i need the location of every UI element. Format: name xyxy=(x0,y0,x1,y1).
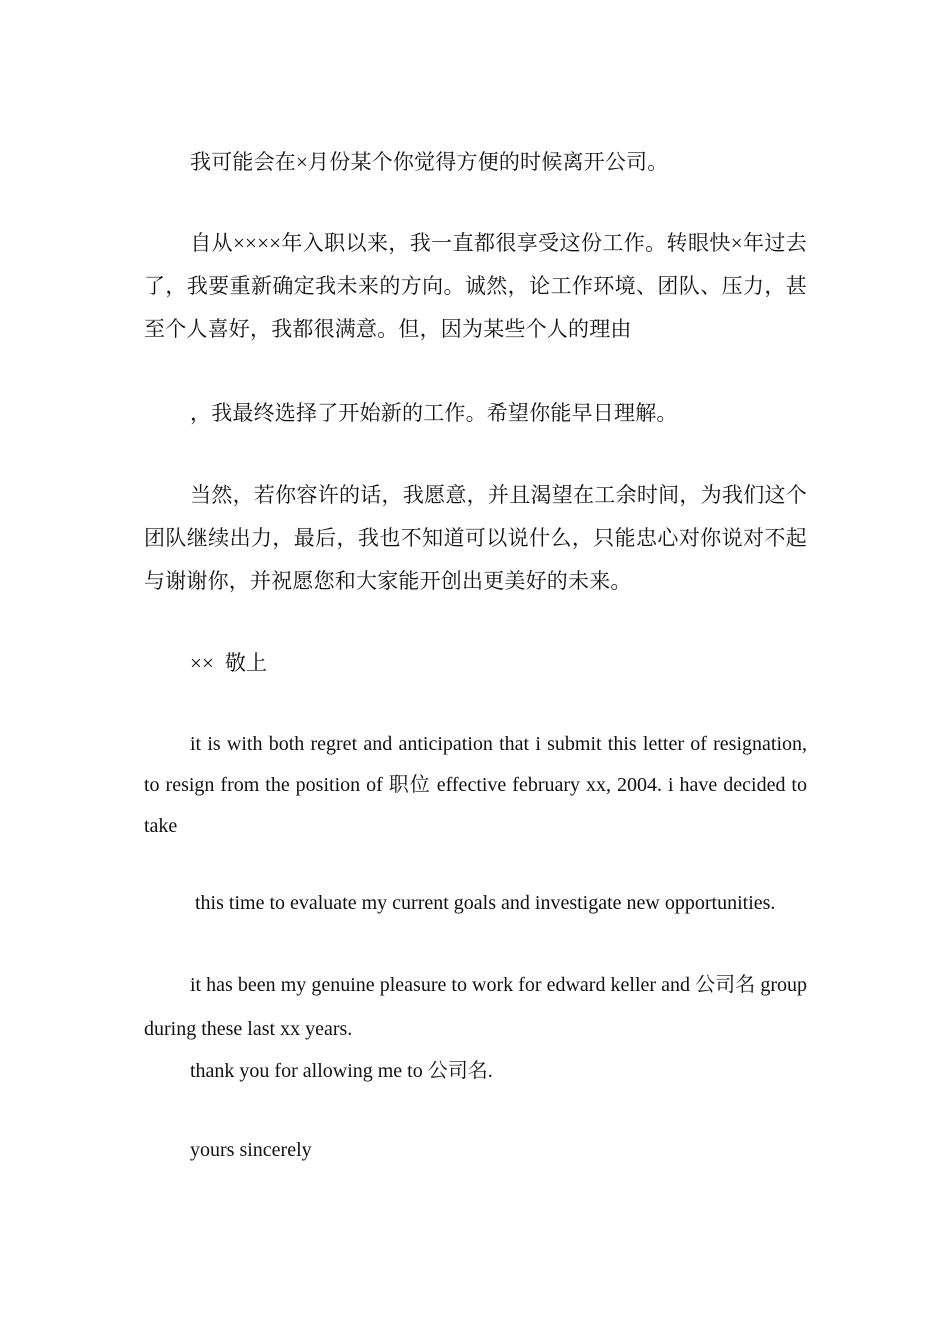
paragraph-text: 自从××××年入职以来，我一直都很享受这份工作。转眼快×年过去了，我要重新确定我未来的方向。诚然，论工作环境、团队、压力，甚至个人喜好，我都很满意。但，因为某些个人的理由 xyxy=(144,231,807,341)
paragraph-departure-timing xyxy=(144,141,807,184)
paragraph-text: thank you for allowing me to 公司名. xyxy=(190,1060,493,1082)
paragraph-text: ×× 敬上 xyxy=(190,651,268,675)
paragraph-thank-you xyxy=(144,1050,807,1092)
paragraph-text: 我可能会在×月份某个你觉得方便的时候离开公司。 xyxy=(190,150,669,174)
paragraph-text: ，我最终选择了开始新的工作。希望你能早日理解。 xyxy=(190,401,678,425)
paragraph-text: it has been my genuine pleasure to work for edward keller and 公司名 group during these last xx years. xyxy=(144,974,807,1040)
paragraph-resignation-en xyxy=(144,724,807,847)
paragraph-evaluate-goals xyxy=(144,884,807,922)
paragraph-text: yours sincerely xyxy=(190,1139,312,1161)
closing-line-en xyxy=(144,1129,807,1171)
paragraph-job-reflection xyxy=(144,222,807,351)
signature-line-cn xyxy=(144,642,807,685)
paragraph-thanks xyxy=(144,474,807,603)
paragraph-text: it is with both regret and anticipation that i submit this letter of resignation, to resign from the position of 职位 effective february xx, 2004. i have decided to take xyxy=(144,733,807,837)
paragraph-new-job xyxy=(144,392,807,435)
paragraph-text: 当然，若你容许的话，我愿意，并且渴望在工余时间，为我们这个团队继续出力，最后，我也不知道可以说什么，只能忠心对你说对不起与谢谢你，并祝愿您和大家能开创出更美好的未来。 xyxy=(144,483,807,593)
paragraph-text: this time to evaluate my current goals and investigate new opportunities. xyxy=(190,892,776,914)
paragraph-pleasure xyxy=(144,963,807,1051)
